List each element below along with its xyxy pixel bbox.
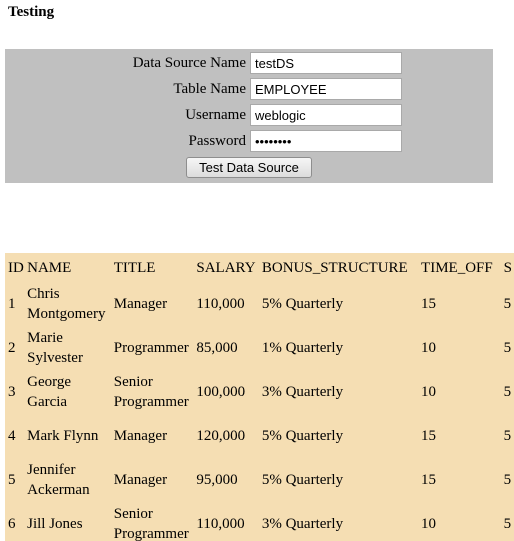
header-s: S [503,260,512,276]
cell-bonus-structure: 5% Quarterly [261,296,344,312]
cell-title: Manager [113,296,168,312]
cell-title: Senior Programmer [113,506,189,541]
form-row-table-name [5,78,493,102]
test-data-source-button[interactable]: Test Data Source [186,157,312,178]
cell-s: 5 [503,428,512,444]
data-source-name-input[interactable] [250,52,402,74]
cell-id: 3 [8,384,16,400]
table-row [7,371,514,413]
cell-id: 6 [8,516,16,532]
cell-salary: 85,000 [196,340,238,356]
header-id: ID [8,260,24,276]
table-row [7,415,514,457]
table-name-label: Table Name [173,81,246,97]
data-source-name-label: Data Source Name [132,55,246,71]
cell-title: Manager [113,472,168,488]
cell-time-off: 10 [421,340,437,356]
table-header-row [7,255,514,281]
header-time-off: TIME_OFF [421,260,493,276]
form-row-username [5,104,493,128]
cell-s: 5 [503,472,512,488]
cell-title: Manager [113,428,168,444]
table-row [7,327,514,369]
form-row-password [5,130,493,154]
employee-table-container [5,253,514,541]
cell-name: Mark Flynn [27,428,99,444]
cell-title: Senior Programmer [113,374,189,410]
cell-time-off: 10 [421,516,437,532]
employee-table [5,253,514,541]
username-label: Username [185,107,246,123]
cell-salary: 95,000 [196,472,238,488]
cell-name: Jennifer Ackerman [27,462,90,498]
cell-s: 5 [503,384,512,400]
cell-id: 5 [8,472,16,488]
cell-salary: 100,000 [196,384,246,400]
cell-salary: 110,000 [196,516,245,532]
cell-time-off: 15 [421,296,437,312]
page-title: Testing [8,4,55,20]
cell-time-off: 10 [421,384,437,400]
header-name: NAME [27,260,72,276]
table-row [7,283,514,325]
table-row [7,503,514,541]
header-salary: SALARY [196,260,256,276]
cell-s: 5 [503,516,512,532]
cell-id: 1 [8,296,16,312]
cell-id: 2 [8,340,16,356]
cell-name: Chris Montgomery [27,286,106,322]
cell-salary: 120,000 [196,428,246,444]
password-label: Password [188,133,246,149]
cell-bonus-structure: 3% Quarterly [261,384,344,400]
password-input[interactable] [250,130,402,152]
form-row-data-source [5,52,493,76]
cell-title: Programmer [113,340,189,356]
header-title: TITLE [113,260,156,276]
cell-bonus-structure: 5% Quarterly [261,428,344,444]
cell-name: Jill Jones [27,516,83,532]
cell-time-off: 15 [421,472,437,488]
datasource-form [5,49,493,183]
table-row [7,459,514,501]
cell-bonus-structure: 1% Quarterly [261,340,344,356]
header-bonus-structure: BONUS_STRUCTURE [261,260,408,276]
cell-bonus-structure: 3% Quarterly [261,516,344,532]
cell-s: 5 [503,340,512,356]
table-name-input[interactable] [250,78,402,100]
cell-salary: 110,000 [196,296,245,312]
cell-name: George Garcia [27,374,71,410]
username-input[interactable] [250,104,402,126]
cell-id: 4 [8,428,16,444]
cell-name: Marie Sylvester [27,330,83,366]
cell-time-off: 15 [421,428,437,444]
cell-bonus-structure: 5% Quarterly [261,472,344,488]
cell-s: 5 [503,296,512,312]
